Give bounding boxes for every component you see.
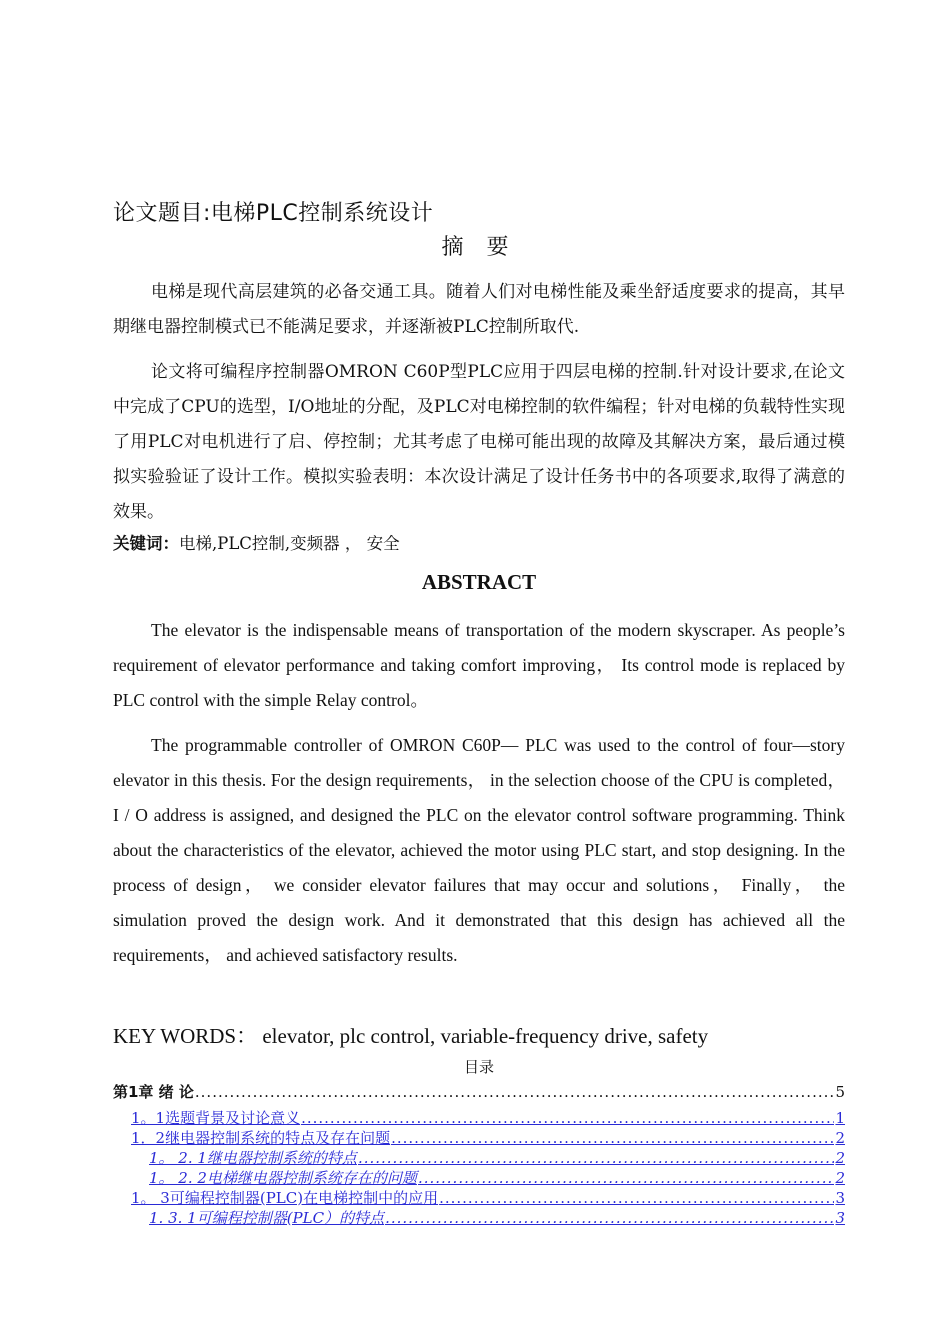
toc-entry-label: 1。 3可编程控制器(PLC)在电梯控制中的应用 — [131, 1189, 439, 1207]
abstract-en-paragraph-1: The elevator is the indispensable means of transportation of the modern skyscraper. As people’s requirement of elevator performance and taking comfort improving， Its control mode is replaced by PLC control with the simple Relay control。 — [113, 620, 845, 710]
toc-entry-1-3-1[interactable] — [113, 1208, 845, 1228]
toc-leader-dots — [358, 1148, 835, 1168]
toc-entry-page: 1 — [835, 1109, 845, 1127]
toc-entry-1-1[interactable] — [113, 1108, 845, 1128]
toc-entry-label: 1。 2. 1继电器控制系统的特点 — [149, 1149, 357, 1167]
toc-entry-page: 3 — [835, 1209, 845, 1227]
toc-entry-page: 2 — [835, 1129, 845, 1147]
toc-leader-dots — [439, 1188, 834, 1208]
toc-leader-dots — [301, 1108, 834, 1128]
toc-leader-dots — [385, 1208, 834, 1228]
keywords-zh-label: 关键词： — [113, 534, 179, 553]
table-of-contents — [113, 1082, 845, 1228]
toc-leader-dots — [195, 1082, 835, 1102]
keywords-zh — [113, 530, 400, 554]
toc-entry-1-2[interactable] — [113, 1128, 845, 1148]
toc-leader-dots — [418, 1168, 835, 1188]
thesis-title: 论文题目:电梯PLC控制系统设计 — [113, 201, 434, 226]
toc-entry-page: 3 — [835, 1189, 845, 1207]
keywords-en-values: elevator, plc control, variable-frequency drive, safety — [262, 1024, 709, 1048]
toc-entry-page: 5 — [835, 1083, 845, 1101]
abstract-en-heading: ABSTRACT — [421, 570, 537, 594]
toc-entry-chapter-1[interactable] — [113, 1082, 845, 1106]
toc-entry-label: 1。 2. 2电梯继电器控制系统存在的问题 — [149, 1169, 417, 1187]
toc-entry-page: 2 — [835, 1169, 845, 1187]
toc-entry-1-3[interactable] — [113, 1188, 845, 1208]
toc-entry-page: 2 — [835, 1149, 845, 1167]
abstract-zh-paragraph-2: 论文将可编程序控制器OMRON C60P型PLC应用于四层电梯的控制.针对设计要求,在论文中完成了CPU的选型，I/O地址的分配，及PLC对电梯控制的软件编程；针对电梯的负载特性实现了用PLC对电机进行了启、停控制；尤其考虑了电梯可能出现的故障及其解决方案，最后通过模拟实验验证了设计工作。模拟实验表明：本次设计满足了设计任务书中的各项要求,取得了满意的效果。 — [113, 362, 845, 522]
abstract-zh-paragraph-1: 电梯是现代高层建筑的必备交通工具。随着人们对电梯性能及乘坐舒适度要求的提高，其早期继电器控制模式已不能满足要求，并逐渐被PLC控制所取代. — [113, 282, 845, 337]
abstract-zh-heading: 摘 要 — [441, 235, 517, 260]
abstract-en-paragraph-2: The programmable controller of OMRON C60P— PLC was used to the control of four—story elevator in this thesis. For the design requirements， in the selection choose of the CPU is completed， I / O address is assigned, and designed the PLC on the elevator control software programming. Think about the characteristics of the elevator, achieved the motor using PLC start, and stop designing. In the process of design， we consider elevator failures that may occur and solutions， Finally， the simulation proved the design work. And it demonstrated that this design has achieved all the requirements， and achieved satisfactory results. — [113, 735, 845, 965]
toc-entry-label: 1. 3. 1可编程控制器(PLC）的特点 — [149, 1209, 385, 1227]
toc-entry-1-2-2[interactable] — [113, 1168, 845, 1188]
keywords-en-label: KEY WORDS： — [113, 1024, 258, 1048]
toc-leader-dots — [391, 1128, 834, 1148]
toc-entry-label: 第1章 绪 论 — [113, 1083, 194, 1101]
toc-entry-label: 1．2继电器控制系统的特点及存在问题 — [131, 1129, 391, 1147]
toc-entry-label: 1。1选题背景及讨论意义 — [131, 1109, 301, 1127]
keywords-en — [113, 1020, 708, 1050]
toc-title: 目录 — [463, 1058, 494, 1076]
keywords-zh-values: 电梯,PLC控制,变频器 ， 安全 — [179, 534, 400, 553]
toc-entry-1-2-1[interactable] — [113, 1148, 845, 1168]
